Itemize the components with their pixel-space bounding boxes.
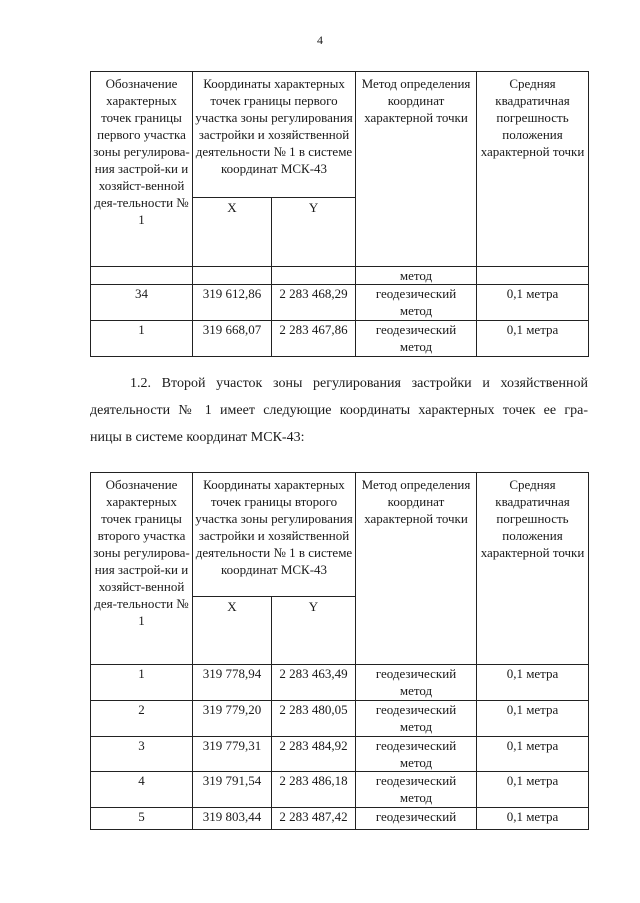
header-designation: Обозначение характерных точек границы второго участка зоны регулирова-ния застрой-ки и хозяйст-венной дея-тельности № 1 [91, 473, 193, 665]
header-coordinates: Координаты характерных точек границы второго участка зоны регулирования застройки и хозяйственной деятельности № 1 в системе координат МСК-43 [193, 473, 356, 597]
cell-x: 319 791,54 [193, 772, 272, 808]
cell-error: 0,1 метра [477, 808, 589, 830]
cell-method: геодезический метод [356, 737, 477, 772]
cell-point: 3 [91, 737, 193, 772]
paragraph-line: 1.2. Второй участок зоны регулирования застройки и хозяйственной [130, 376, 588, 391]
cell-y: 2 283 467,86 [272, 321, 356, 357]
cell-x: 319 779,31 [193, 737, 272, 772]
cell-error: 0,1 метра [477, 321, 589, 357]
cell-x: 319 778,94 [193, 665, 272, 701]
header-designation: Обозначение характерных точек границы первого участка зоны регулирова-ния застрой-ки и хозяйст-венной дея-тельности № 1 [91, 72, 193, 267]
table-row [91, 737, 589, 772]
header-x: X [193, 597, 272, 665]
table-row [91, 321, 589, 357]
cell-y: 2 283 487,42 [272, 808, 356, 830]
table-row [91, 808, 589, 830]
cell-method: геодезический метод [356, 772, 477, 808]
cell-point: 2 [91, 701, 193, 737]
cell-y: 2 283 486,18 [272, 772, 356, 808]
table-row [91, 701, 589, 737]
section-paragraph [90, 370, 588, 451]
cell-point: 1 [91, 665, 193, 701]
page-number: 4 [317, 33, 323, 47]
cell-method: геодезический метод [356, 701, 477, 737]
table-row [91, 267, 589, 285]
cell-y: 2 283 484,92 [272, 737, 356, 772]
cell-method: геодезический метод [356, 321, 477, 357]
header-y: Y [272, 597, 356, 665]
header-coordinates: Координаты характерных точек границы первого участка зоны регулирования застройки и хозяйственной деятельности № 1 в системе координат МСК-43 [193, 72, 356, 198]
cell-method: геодезический метод [356, 665, 477, 701]
header-method: Метод определения координат характерной точки [356, 473, 477, 665]
header-error: Средняя квадратичная погрешность положения характерной точки [477, 72, 589, 267]
cell-y: 2 283 480,05 [272, 701, 356, 737]
cell-error: 0,1 метра [477, 737, 589, 772]
coordinates-table-second-area [90, 472, 589, 830]
header-x: X [193, 198, 272, 267]
header-method: Метод определения координат характерной точки [356, 72, 477, 267]
cell-error: 0,1 метра [477, 772, 589, 808]
cell-method: геодезический метод [356, 285, 477, 321]
cell-error: 0,1 метра [477, 285, 589, 321]
table-row [91, 772, 589, 808]
cell-point: 4 [91, 772, 193, 808]
coordinates-table-first-area [90, 71, 589, 357]
paragraph-line: ницы в системе координат МСК-43: [90, 430, 305, 445]
cell-point: 1 [91, 321, 193, 357]
table-row [91, 285, 589, 321]
cell-error: 0,1 метра [477, 701, 589, 737]
cell-x: 319 779,20 [193, 701, 272, 737]
cell-point: 34 [91, 285, 193, 321]
cell-x: 319 668,07 [193, 321, 272, 357]
cell-x: 319 803,44 [193, 808, 272, 830]
header-y: Y [272, 198, 356, 267]
cell-y: 2 283 468,29 [272, 285, 356, 321]
header-error: Средняя квадратичная погрешность положения характерной точки [477, 473, 589, 665]
cell-method: метод [356, 267, 477, 285]
cell-x: 319 612,86 [193, 285, 272, 321]
paragraph-line: деятельности № 1 имеет следующие координаты характерных точек ее гра- [90, 403, 588, 418]
cell-error: 0,1 метра [477, 665, 589, 701]
table-row [91, 665, 589, 701]
cell-y: 2 283 463,49 [272, 665, 356, 701]
cell-method: геодезический [356, 808, 477, 830]
cell-point: 5 [91, 808, 193, 830]
